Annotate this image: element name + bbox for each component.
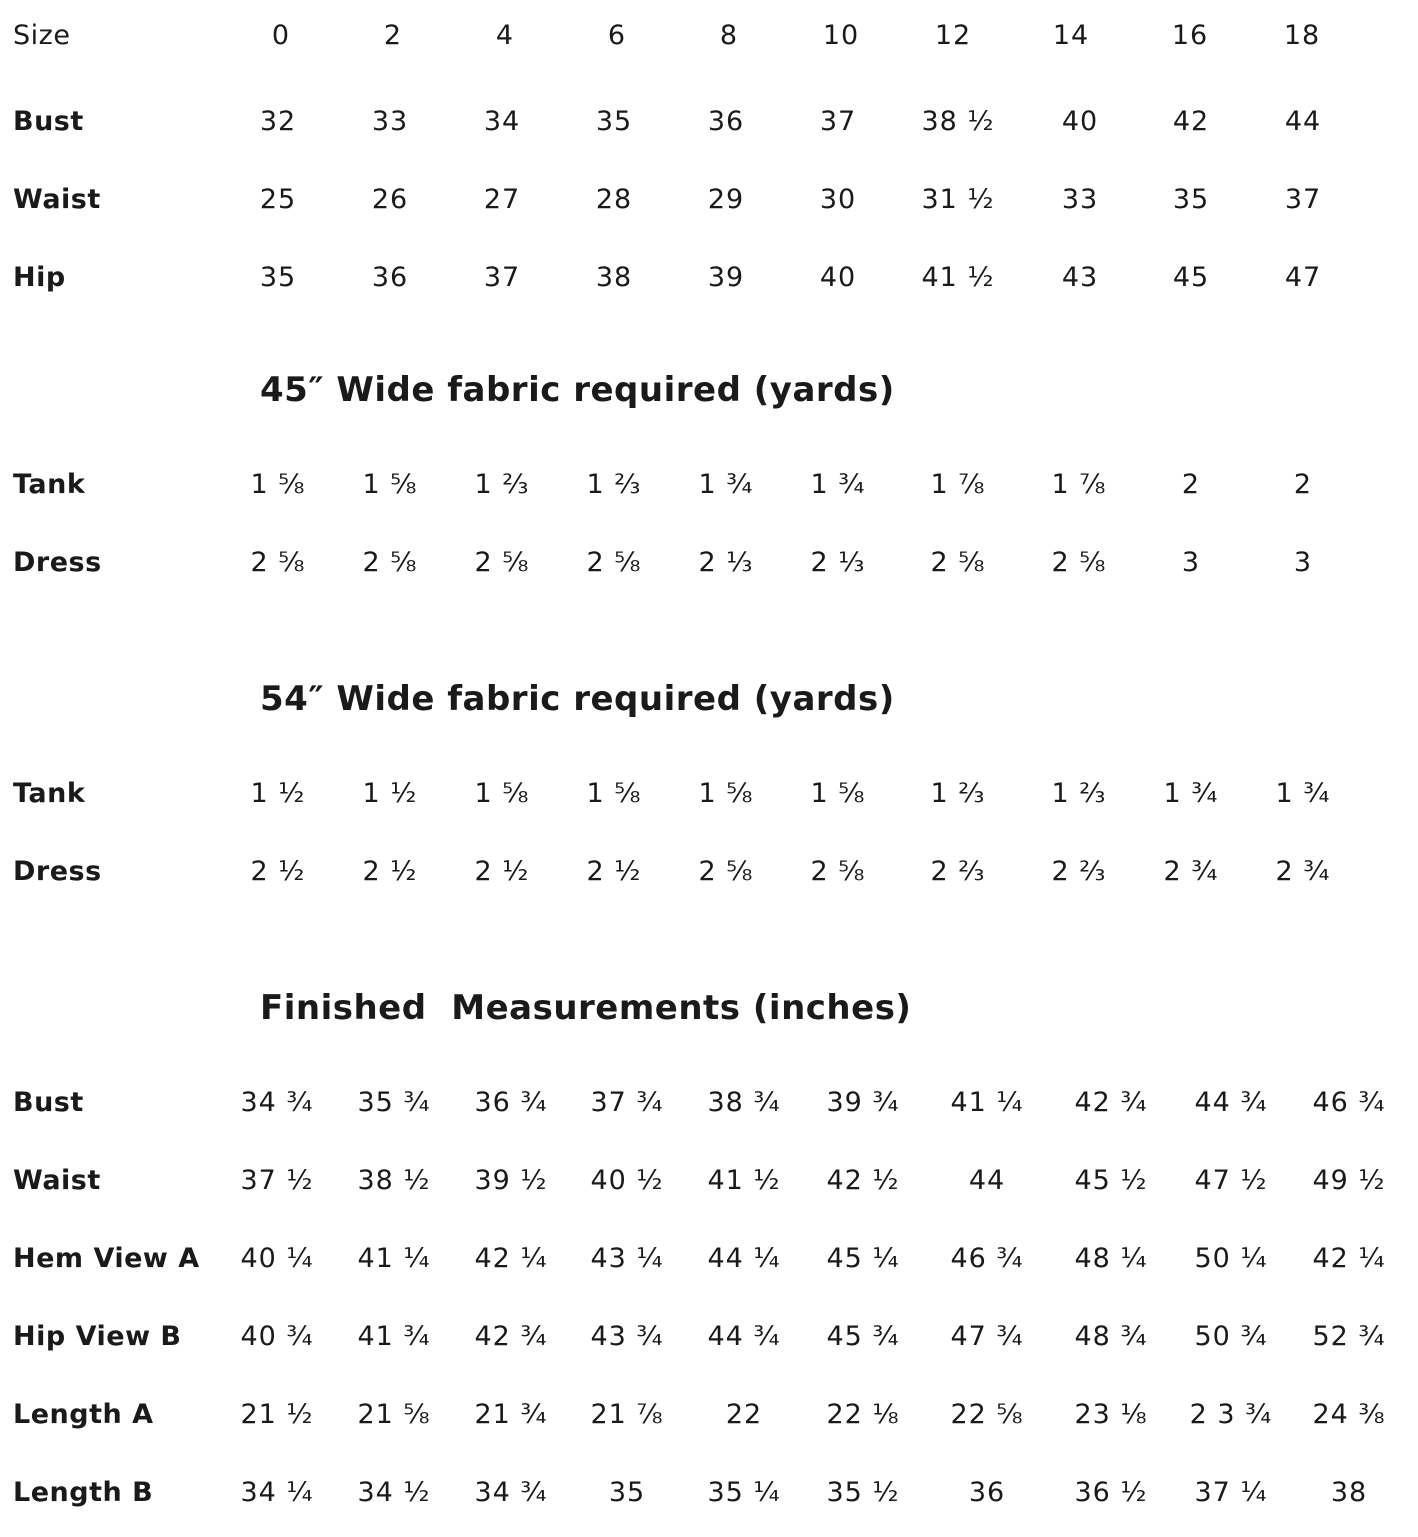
value-cell: 26	[371, 184, 409, 215]
value-cell: 22 ⅛	[826, 1399, 900, 1430]
value-cell: 22 ⅝	[950, 1399, 1024, 1430]
size-row	[0, 16, 1418, 56]
value-cell: 38	[595, 262, 633, 293]
value-cell: 42 ¼	[474, 1243, 548, 1274]
value-cell: 48 ¼	[1074, 1243, 1148, 1274]
value-cell: 42 ½	[826, 1165, 900, 1196]
value-cell: 2 ¾	[1163, 856, 1219, 887]
row-label: Dress	[13, 856, 102, 887]
value-cell: 3	[1181, 547, 1201, 578]
size-10: 10	[822, 20, 860, 51]
value-cell: 47 ½	[1194, 1165, 1268, 1196]
value-cell: 41 ½	[921, 262, 995, 293]
value-cell: 45	[1172, 262, 1210, 293]
value-cell: 35	[608, 1477, 646, 1508]
row-label: Waist	[13, 184, 101, 215]
size-6: 6	[607, 20, 627, 51]
row-label: Waist	[13, 1165, 101, 1196]
value-cell: 2 ½	[474, 856, 530, 887]
fabric-45-dress-row	[0, 543, 1418, 583]
value-cell: 40 ½	[590, 1165, 664, 1196]
value-cell: 29	[707, 184, 745, 215]
value-cell: 2 ½	[586, 856, 642, 887]
value-cell: 1 ⅔	[930, 778, 986, 809]
value-cell: 44	[968, 1165, 1006, 1196]
value-cell: 35 ¾	[357, 1087, 431, 1118]
value-cell: 1 ⅞	[930, 469, 986, 500]
finished-hem-view-a-row	[0, 1239, 1418, 1279]
value-cell: 25	[259, 184, 297, 215]
value-cell: 37	[1284, 184, 1322, 215]
value-cell: 2 ⅝	[362, 547, 418, 578]
row-label: Length A	[13, 1399, 154, 1430]
value-cell: 44 ¾	[707, 1321, 781, 1352]
value-cell: 43 ¾	[590, 1321, 664, 1352]
value-cell: 35	[595, 106, 633, 137]
value-cell: 41 ¼	[357, 1243, 431, 1274]
value-cell: 2 ⅔	[930, 856, 986, 887]
value-cell: 37 ½	[240, 1165, 314, 1196]
value-cell: 2 ⅝	[698, 856, 754, 887]
value-cell: 48 ¾	[1074, 1321, 1148, 1352]
value-cell: 2 ⅝	[1051, 547, 1107, 578]
value-cell: 39 ½	[474, 1165, 548, 1196]
size-18: 18	[1283, 20, 1321, 51]
value-cell: 34	[483, 106, 521, 137]
value-cell: 42 ¾	[474, 1321, 548, 1352]
value-cell: 21 ¾	[474, 1399, 548, 1430]
value-cell: 31 ½	[921, 184, 995, 215]
value-cell: 1 ⅝	[698, 778, 754, 809]
value-cell: 2 ⅝	[930, 547, 986, 578]
body-hip-row	[0, 258, 1418, 298]
row-label: Hip View B	[13, 1321, 182, 1352]
body-waist-row	[0, 180, 1418, 220]
value-cell: 1 ½	[362, 778, 418, 809]
value-cell: 46 ¾	[1312, 1087, 1386, 1118]
value-cell: 52 ¾	[1312, 1321, 1386, 1352]
value-cell: 3	[1293, 547, 1313, 578]
value-cell: 37	[819, 106, 857, 137]
value-cell: 45 ½	[1074, 1165, 1148, 1196]
value-cell: 30	[819, 184, 857, 215]
row-label: Tank	[13, 778, 86, 809]
finished-heading: Finished Measurements (inches)	[260, 988, 912, 1028]
value-cell: 2 ⅝	[250, 547, 306, 578]
value-cell: 1 ¾	[810, 469, 866, 500]
value-cell: 2 ⅝	[810, 856, 866, 887]
value-cell: 45 ¼	[826, 1243, 900, 1274]
value-cell: 35 ¼	[707, 1477, 781, 1508]
value-cell: 37 ¾	[590, 1087, 664, 1118]
value-cell: 43	[1061, 262, 1099, 293]
fabric-45-tank-row	[0, 465, 1418, 505]
size-16: 16	[1171, 20, 1209, 51]
value-cell: 1 ⅝	[474, 778, 530, 809]
value-cell: 35	[259, 262, 297, 293]
size-2: 2	[383, 20, 403, 51]
value-cell: 2 ½	[250, 856, 306, 887]
value-cell: 2 ¾	[1275, 856, 1331, 887]
value-cell: 37	[483, 262, 521, 293]
value-cell: 46 ¾	[950, 1243, 1024, 1274]
size-14: 14	[1052, 20, 1090, 51]
value-cell: 2 3 ¾	[1189, 1399, 1273, 1430]
fabric-45-heading: 45″ Wide fabric required (yards)	[260, 370, 895, 410]
value-cell: 44 ¼	[707, 1243, 781, 1274]
row-label: Dress	[13, 547, 102, 578]
body-bust-row	[0, 102, 1418, 142]
value-cell: 2 ⅔	[1051, 856, 1107, 887]
row-label: Hem View A	[13, 1243, 200, 1274]
finished-bust-row	[0, 1083, 1418, 1123]
fabric-54-dress-row	[0, 852, 1418, 892]
value-cell: 42	[1172, 106, 1210, 137]
value-cell: 36	[371, 262, 409, 293]
value-cell: 2	[1293, 469, 1313, 500]
value-cell: 34 ¾	[474, 1477, 548, 1508]
value-cell: 38 ½	[357, 1165, 431, 1196]
value-cell: 41 ¾	[357, 1321, 431, 1352]
value-cell: 38 ¾	[707, 1087, 781, 1118]
value-cell: 23 ⅛	[1074, 1399, 1148, 1430]
value-cell: 41 ½	[707, 1165, 781, 1196]
row-label: Length B	[13, 1477, 154, 1508]
size-label: Size	[13, 20, 71, 51]
fabric-54-heading: 54″ Wide fabric required (yards)	[260, 679, 895, 719]
finished-length-a-row	[0, 1395, 1418, 1435]
value-cell: 1 ½	[250, 778, 306, 809]
value-cell: 2	[1181, 469, 1201, 500]
value-cell: 33	[1061, 184, 1099, 215]
size-12: 12	[934, 20, 972, 51]
value-cell: 1 ¾	[1163, 778, 1219, 809]
value-cell: 36	[707, 106, 745, 137]
value-cell: 40	[819, 262, 857, 293]
value-cell: 47	[1284, 262, 1322, 293]
row-label: Tank	[13, 469, 86, 500]
value-cell: 2 ⅝	[474, 547, 530, 578]
size-8: 8	[719, 20, 739, 51]
value-cell: 44	[1284, 106, 1322, 137]
value-cell: 44 ¾	[1194, 1087, 1268, 1118]
value-cell: 1 ⅞	[1051, 469, 1107, 500]
value-cell: 34 ½	[357, 1477, 431, 1508]
value-cell: 1 ⅝	[250, 469, 306, 500]
value-cell: 34 ¼	[240, 1477, 314, 1508]
value-cell: 21 ⅞	[590, 1399, 664, 1430]
value-cell: 21 ½	[240, 1399, 314, 1430]
value-cell: 35 ½	[826, 1477, 900, 1508]
row-label: Hip	[13, 262, 66, 293]
value-cell: 22	[725, 1399, 763, 1430]
value-cell: 1 ⅔	[1051, 778, 1107, 809]
value-cell: 1 ¾	[1275, 778, 1331, 809]
value-cell: 35	[1172, 184, 1210, 215]
value-cell: 36 ½	[1074, 1477, 1148, 1508]
value-cell: 39 ¾	[826, 1087, 900, 1118]
value-cell: 39	[707, 262, 745, 293]
size-4: 4	[495, 20, 515, 51]
value-cell: 27	[483, 184, 521, 215]
value-cell: 43 ¼	[590, 1243, 664, 1274]
value-cell: 1 ¾	[698, 469, 754, 500]
value-cell: 1 ⅔	[474, 469, 530, 500]
row-label: Bust	[13, 1087, 84, 1118]
value-cell: 50 ¾	[1194, 1321, 1268, 1352]
value-cell: 40 ¼	[240, 1243, 314, 1274]
value-cell: 33	[371, 106, 409, 137]
value-cell: 40 ¾	[240, 1321, 314, 1352]
value-cell: 1 ⅝	[362, 469, 418, 500]
value-cell: 1 ⅝	[810, 778, 866, 809]
value-cell: 41 ¼	[950, 1087, 1024, 1118]
finished-length-b-row	[0, 1473, 1418, 1513]
value-cell: 1 ⅝	[586, 778, 642, 809]
value-cell: 45 ¾	[826, 1321, 900, 1352]
value-cell: 42 ¾	[1074, 1087, 1148, 1118]
value-cell: 49 ½	[1312, 1165, 1386, 1196]
value-cell: 2 ½	[362, 856, 418, 887]
value-cell: 38 ½	[921, 106, 995, 137]
value-cell: 2 ⅓	[810, 547, 866, 578]
value-cell: 21 ⅝	[357, 1399, 431, 1430]
value-cell: 36 ¾	[474, 1087, 548, 1118]
row-label: Bust	[13, 106, 84, 137]
value-cell: 38	[1330, 1477, 1368, 1508]
value-cell: 32	[259, 106, 297, 137]
value-cell: 1 ⅔	[586, 469, 642, 500]
value-cell: 2 ⅓	[698, 547, 754, 578]
value-cell: 36	[968, 1477, 1006, 1508]
value-cell: 42 ¼	[1312, 1243, 1386, 1274]
fabric-54-tank-row	[0, 774, 1418, 814]
finished-hip-view-b-row	[0, 1317, 1418, 1357]
value-cell: 34 ¾	[240, 1087, 314, 1118]
value-cell: 47 ¾	[950, 1321, 1024, 1352]
value-cell: 28	[595, 184, 633, 215]
value-cell: 37 ¼	[1194, 1477, 1268, 1508]
size-0: 0	[271, 20, 291, 51]
value-cell: 24 ⅜	[1312, 1399, 1386, 1430]
value-cell: 2 ⅝	[586, 547, 642, 578]
value-cell: 40	[1061, 106, 1099, 137]
value-cell: 50 ¼	[1194, 1243, 1268, 1274]
finished-waist-row	[0, 1161, 1418, 1201]
